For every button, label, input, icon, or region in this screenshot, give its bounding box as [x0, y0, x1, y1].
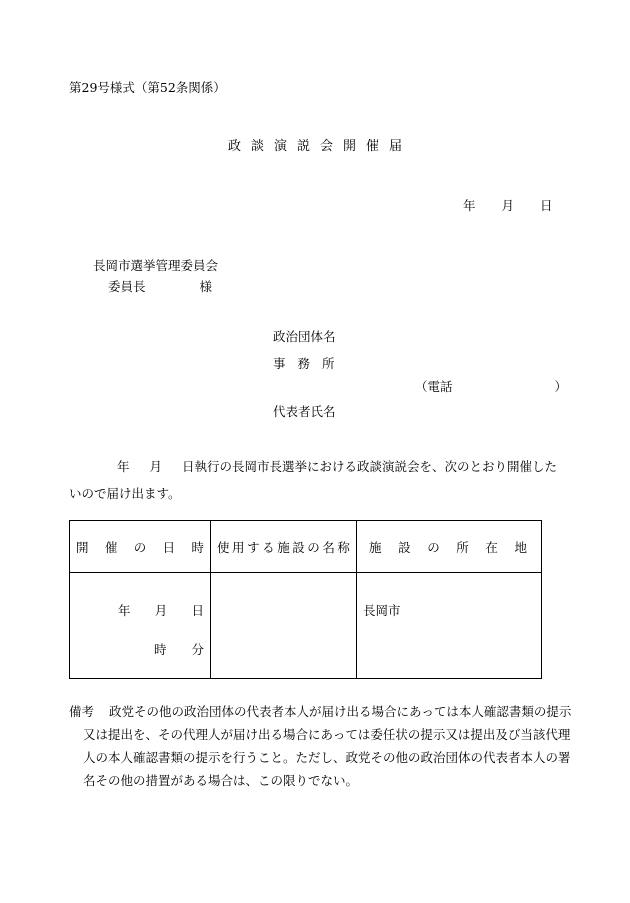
cell-facility-name[interactable]	[211, 573, 357, 679]
table-row	[70, 573, 542, 679]
chair-line	[108, 281, 212, 294]
row-minute: 分	[191, 642, 204, 657]
cell-facility-location[interactable]: 長岡市	[357, 573, 542, 679]
office-char: 務	[297, 356, 311, 371]
date-month: 月	[501, 198, 515, 213]
remarks-line: 政党その他の政治団体の代表者本人が届け出る場合にあっては本人確認書類の提示	[109, 704, 572, 719]
body-text-line2: いので届け出ます。	[69, 486, 181, 501]
phone-line	[415, 381, 567, 394]
title-char: 会	[320, 139, 334, 154]
addressee: 長岡市選挙管理委員会	[93, 258, 219, 273]
office-char: 事	[273, 356, 286, 371]
title-char: 演	[273, 139, 287, 154]
org-name-label: 政治団体名	[273, 329, 336, 344]
office-char: 所	[322, 356, 335, 371]
remarks-line: 名その他の措置がある場合は、この限りでない。	[83, 773, 359, 788]
header-facility-location: 施 設 の 所 在 地	[357, 521, 542, 573]
document-title	[0, 140, 630, 153]
remarks	[69, 700, 572, 792]
row-month: 月	[154, 603, 168, 618]
title-char: 説	[296, 139, 310, 154]
date-day: 日	[540, 198, 553, 213]
phone-close: ）	[554, 379, 568, 394]
remarks-continuation	[69, 723, 571, 792]
title-char: 催	[366, 139, 380, 154]
title-char: 談	[250, 139, 264, 154]
body-year: 年	[117, 459, 130, 474]
body-rest: 日執行の長岡市長選挙における政談演説会を、次のとおり開催した	[182, 459, 558, 474]
chair-honorific: 様	[199, 279, 213, 294]
cell-datetime[interactable]	[70, 573, 211, 679]
title-char: 開	[343, 139, 357, 154]
header-facility-name: 使 用 す る 施 設 の 名 称	[211, 521, 357, 573]
remarks-line: 又は提出を、その代理人が届け出る場合にあっては委任状の提示又は提出及び当該代理	[83, 727, 571, 742]
form-number: 第29号様式（第52条関係）	[69, 80, 226, 95]
row-hour: 時	[154, 642, 167, 657]
header-datetime: 開 催 の 日 時	[70, 521, 211, 573]
remarks-label: 備考	[69, 704, 95, 719]
body-text-line1	[117, 461, 557, 474]
title-char: 政	[227, 139, 241, 154]
date-year: 年	[463, 198, 476, 213]
remarks-line: 人の本人確認書類の提示を行うこと。ただし、政党その他の政治団体の代表者本人の署	[83, 750, 571, 765]
phone-open: （電話	[415, 379, 453, 394]
table-header-row	[70, 521, 542, 573]
remarks-text	[109, 700, 571, 723]
chair-title: 委員長	[108, 279, 146, 294]
submission-date	[463, 200, 553, 213]
row-year: 年	[118, 603, 131, 618]
body-month: 月	[149, 459, 163, 474]
representative-label: 代表者氏名	[273, 404, 336, 419]
schedule-table	[69, 520, 542, 679]
office-label	[273, 358, 335, 371]
row-day: 日	[191, 603, 204, 618]
title-char: 届	[389, 139, 403, 154]
